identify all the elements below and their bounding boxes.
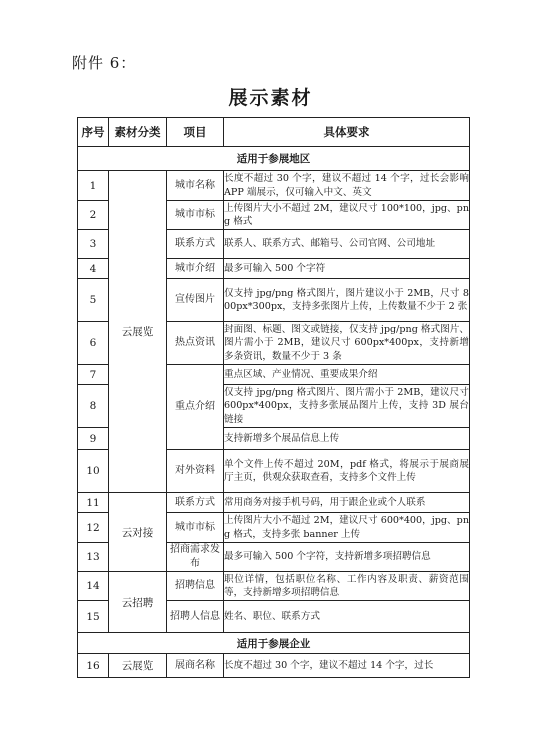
row-number: 11 (78, 493, 109, 513)
row-number: 2 (78, 201, 109, 230)
row-number: 15 (78, 601, 109, 633)
section-row (78, 633, 470, 654)
section-row (78, 147, 470, 171)
item-cell: 对外资料 (167, 450, 224, 493)
requirement-cell: 职位详情，包括职位名称、工作内容及职责、薪资范围等，支持新增多项招聘信息 (224, 572, 470, 601)
item-cell: 城市名称 (167, 171, 224, 201)
table-row (78, 572, 470, 601)
table-row (78, 493, 470, 513)
category-cell: 云展览 (109, 171, 167, 493)
item-cell: 城市市标 (167, 201, 224, 230)
category-cell: 云招聘 (109, 572, 167, 633)
requirement-cell: 上传图片大小不超过 2M，建议尺寸 100*100，jpg、png 格式 (224, 201, 470, 230)
attachment-label: 附件 6： (72, 54, 137, 72)
row-number: 16 (78, 654, 109, 678)
requirement-cell: 联系人、联系方式、邮箱号、公司官网、公司地址 (224, 230, 470, 259)
requirement-cell: 长度不超过 30 个字，建议不超过 14 个字，过长会影响 APP 端展示，仅可输入中文、英文 (224, 171, 470, 201)
item-cell: 联系方式 (167, 230, 224, 259)
document-title: 展示素材 (228, 87, 313, 109)
item-cell: 联系方式 (167, 493, 224, 513)
row-number: 9 (78, 428, 109, 450)
row-number: 12 (78, 513, 109, 543)
item-cell: 招商需求发布 (167, 543, 224, 572)
row-number: 1 (78, 171, 109, 201)
table-row (78, 171, 470, 201)
requirement-cell: 长度不超过 30 个字，建议不超过 14 个字，过长 (224, 654, 470, 678)
item-cell: 重点介绍 (167, 365, 224, 450)
requirement-cell: 仅支持 jpg/png 格式图片，图片建议小于 2MB，尺寸 800px*300px，支持多张图片上传，上传数量不少于 2 张 (224, 279, 470, 322)
row-number: 14 (78, 572, 109, 601)
item-cell: 城市市标 (167, 513, 224, 543)
requirement-cell: 姓名、职位、联系方式 (224, 601, 470, 633)
column-header: 具体要求 (224, 118, 470, 147)
column-header: 序号 (78, 118, 109, 147)
item-cell: 招聘人信息 (167, 601, 224, 633)
row-number: 5 (78, 279, 109, 322)
row-number: 10 (78, 450, 109, 493)
item-cell: 热点资讯 (167, 322, 224, 365)
section-heading: 适用于参展地区 (78, 147, 470, 171)
requirement-cell: 仅支持 jpg/png 格式图片、图片需小于 2MB，建议尺寸 600px*400px，支持多张展品图片上传，支持 3D 展台链接 (224, 385, 470, 428)
materials-table (77, 117, 470, 678)
column-header: 项目 (167, 118, 224, 147)
item-cell: 宣传图片 (167, 279, 224, 322)
table-header-row (78, 118, 470, 147)
requirement-cell: 最多可输入 500 个字符 (224, 259, 470, 279)
row-number: 13 (78, 543, 109, 572)
requirement-cell: 封面图、标题、图文或链接，仅支持 jpg/png 格式图片、图片需小于 2MB，建议尺寸 600px*400px，支持新增多条资讯，数量不少于 3 条 (224, 322, 470, 365)
column-header: 素材分类 (109, 118, 167, 147)
row-number: 6 (78, 322, 109, 365)
requirement-cell: 支持新增多个展品信息上传 (224, 428, 470, 450)
category-cell: 云对接 (109, 493, 167, 572)
requirement-cell: 上传图片大小不超过 2M，建议尺寸 600*400，jpg、png 格式，支持多张 banner 上传 (224, 513, 470, 543)
row-number: 3 (78, 230, 109, 259)
row-number: 7 (78, 365, 109, 385)
item-cell: 展商名称 (167, 654, 224, 678)
requirement-cell: 单个文件上传不超过 20M，pdf 格式，将展示于展商展厅主页，供观众获取查看，支持多个文件上传 (224, 450, 470, 493)
table-row (78, 654, 470, 678)
row-number: 8 (78, 385, 109, 428)
section-heading: 适用于参展企业 (78, 633, 470, 654)
item-cell: 招聘信息 (167, 572, 224, 601)
requirement-cell: 常用商务对接手机号码，用于跟企业或个人联系 (224, 493, 470, 513)
requirement-cell: 重点区域、产业情况、重要成果介绍 (224, 365, 470, 385)
category-cell: 云展览 (109, 654, 167, 678)
item-cell: 城市介绍 (167, 259, 224, 279)
row-number: 4 (78, 259, 109, 279)
requirement-cell: 最多可输入 500 个字符，支持新增多项招聘信息 (224, 543, 470, 572)
